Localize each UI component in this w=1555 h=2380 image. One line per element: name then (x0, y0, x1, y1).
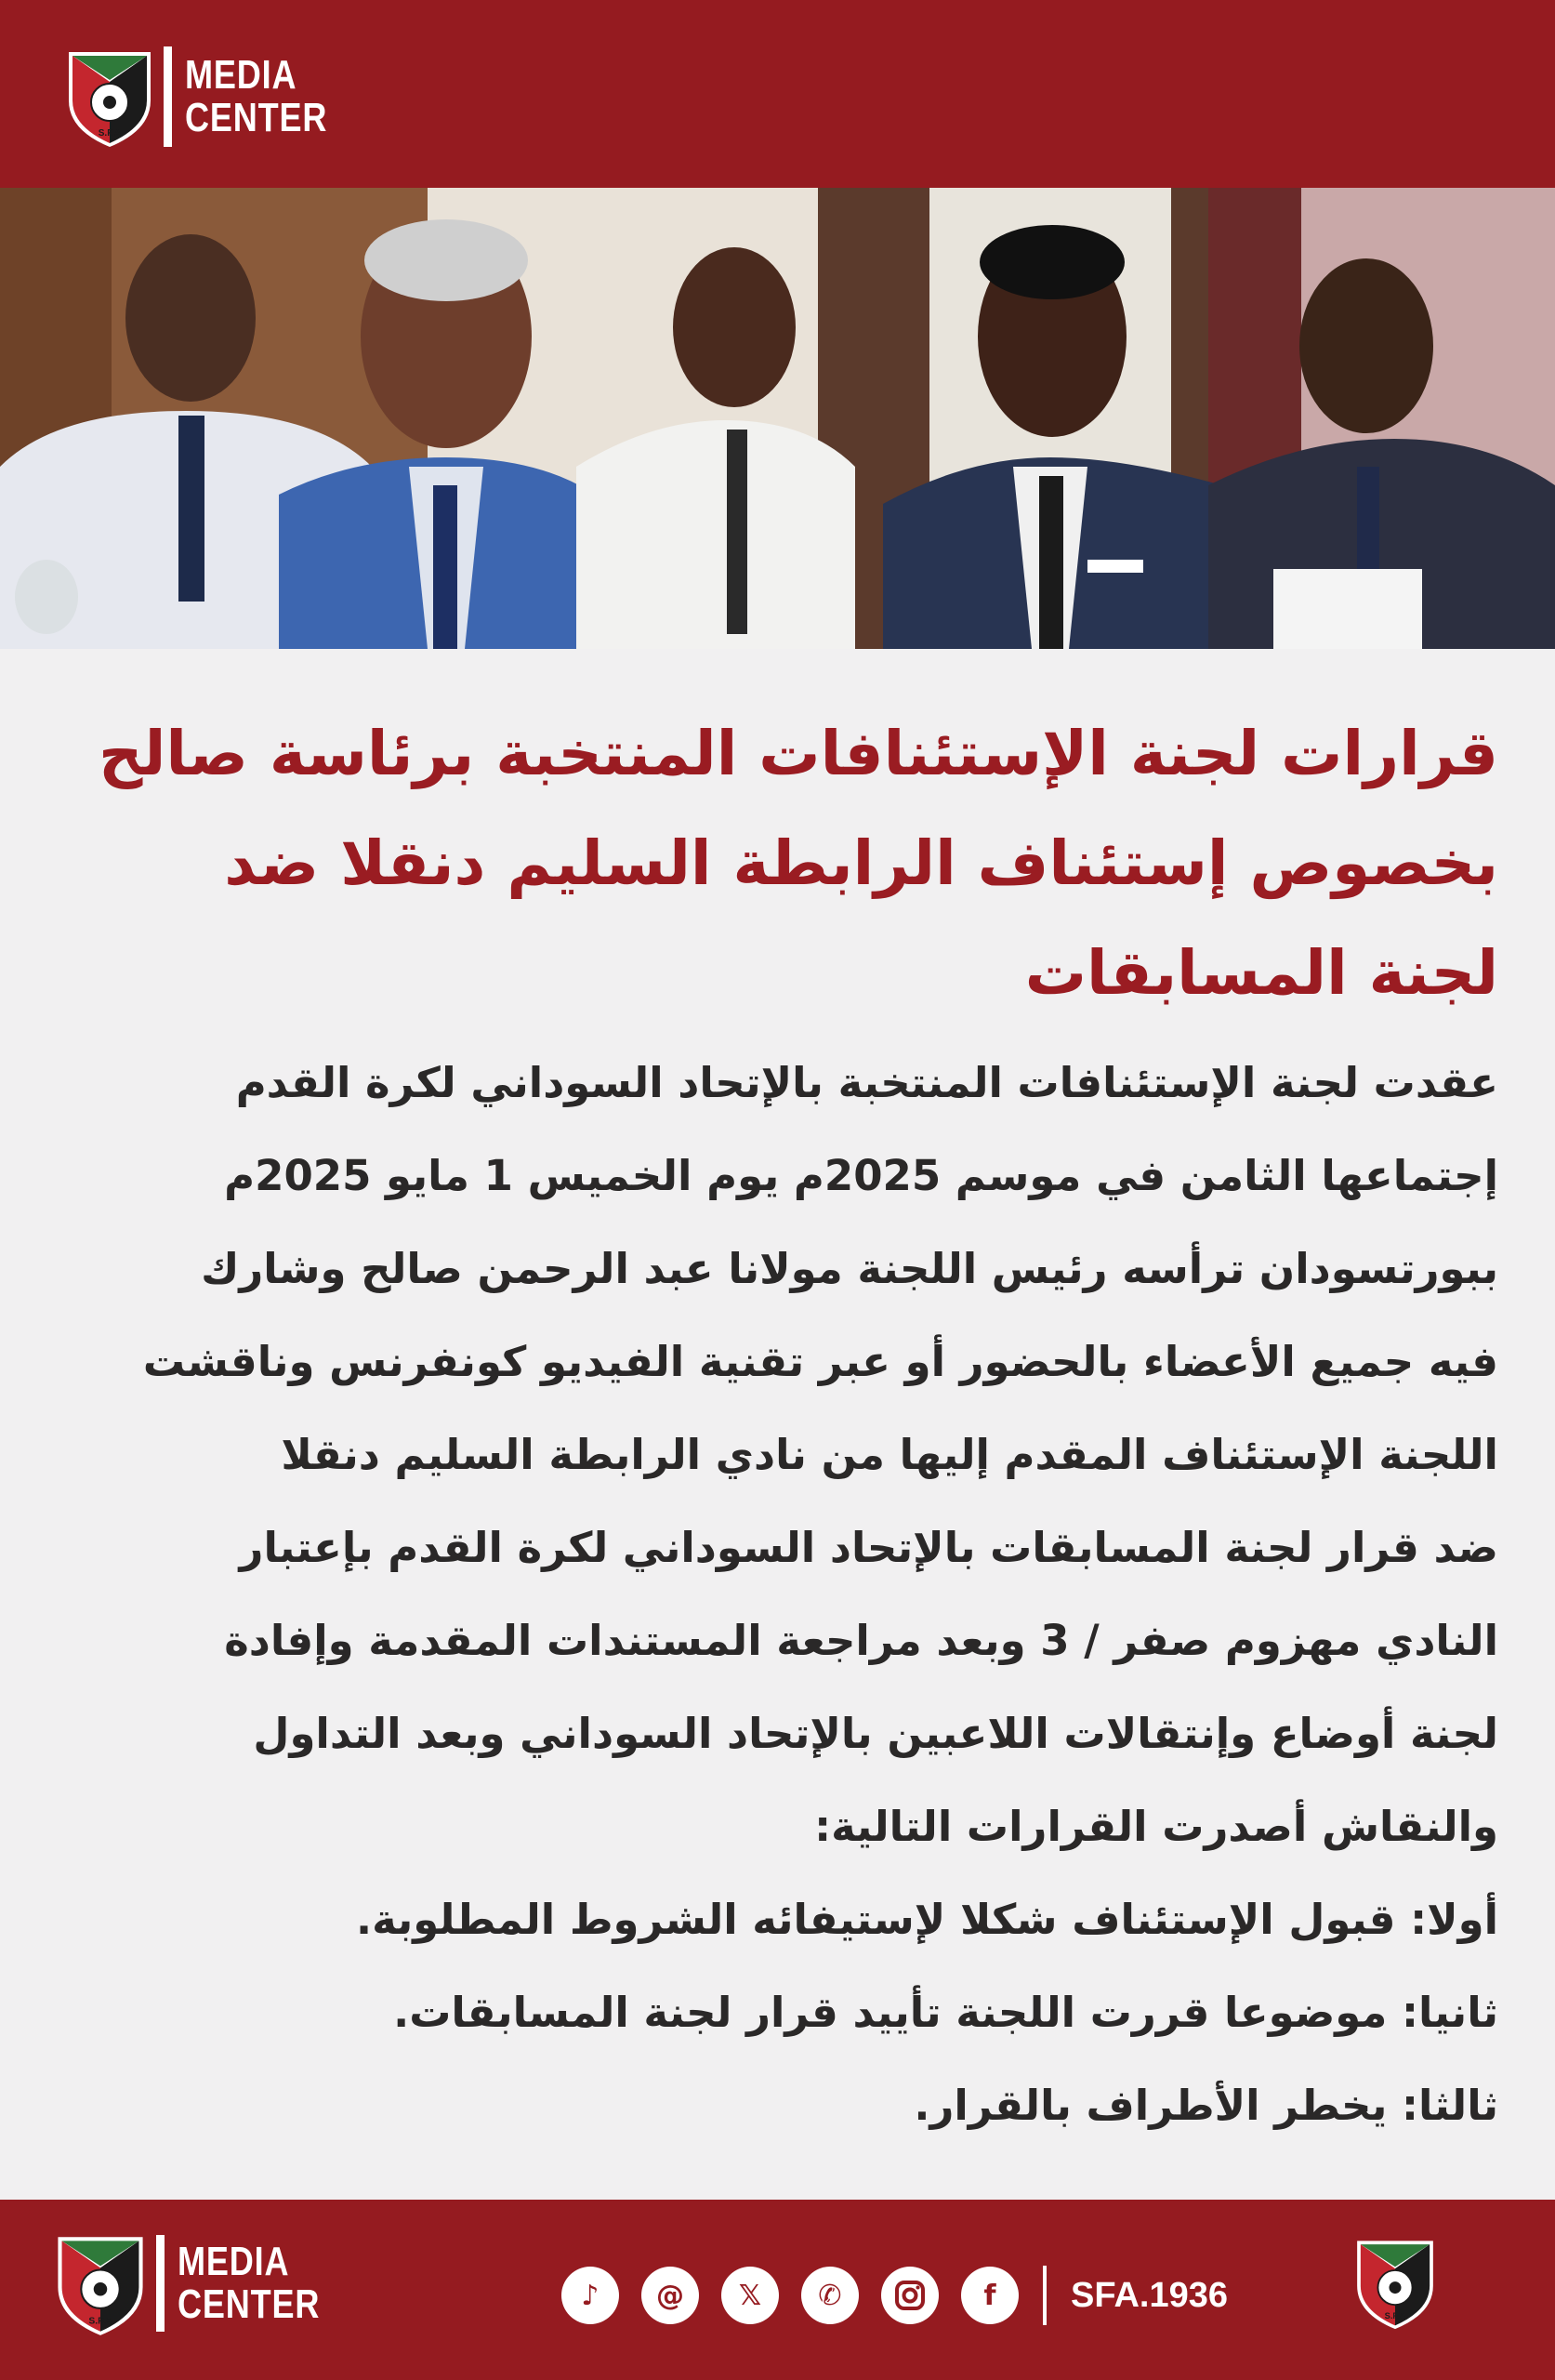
decision-item-1: أولا: قبول الإستئناف شكلا لإستيفائه الشروط المطلوبة. (355, 1895, 1498, 1944)
body-line: فيه جميع الأعضاء بالحضور أو عبر تقنية الفيديو كونفرنس وناقشت (142, 1337, 1498, 1386)
emblem-label: S.F.A (1384, 2311, 1406, 2320)
x-icon[interactable]: 𝕏 (721, 2267, 779, 2324)
media-center-logo (65, 45, 359, 149)
headline-line: قرارات لجنة الإستئنافات المنتخبة برئاسة صالح (99, 718, 1498, 789)
body-line: والنقاش أصدرت القرارات التالية: (814, 1802, 1498, 1851)
logo-text-line1: MEDIA (178, 2239, 290, 2284)
tiktok-icon[interactable]: ♪ (561, 2267, 619, 2324)
footer-media-center-logo (54, 2229, 351, 2337)
sfa-emblem-icon (1353, 2234, 1437, 2331)
threads-icon[interactable]: @ (641, 2267, 699, 2324)
logo-divider (156, 2235, 165, 2332)
officials-photo-collage (0, 188, 1555, 649)
logo-text-line1: MEDIA (185, 52, 297, 98)
body-line: ببورتسودان ترأسه رئيس اللجنة مولانا عبد الرحمن صالح وشارك (201, 1244, 1498, 1293)
header-bar (0, 0, 1555, 188)
decision-item-2: ثانيا: موضوعا قررت اللجنة تأييد قرار لجنة المسابقات. (393, 1988, 1498, 2037)
sfa-emblem-icon (54, 2229, 147, 2337)
logo-divider (164, 46, 172, 147)
body-line: ضد قرار لجنة المسابقات بالإتحاد السوداني لكرة القدم بإعتبار (239, 1523, 1498, 1572)
emblem-label: S.F.A (98, 128, 122, 139)
decision-item-3: ثالثا: يخطر الأطراف بالقرار. (914, 2081, 1498, 2130)
social-handle[interactable]: SFA.1936 (1071, 2275, 1228, 2315)
body-line: لجنة أوضاع وإنتقالات اللاعبين بالإتحاد السوداني وبعد التداول (253, 1709, 1498, 1758)
phone-icon[interactable]: ✆ (801, 2267, 859, 2324)
logo-text-line2: CENTER (185, 95, 328, 140)
instagram-icon[interactable] (881, 2267, 939, 2324)
body-line: اللجنة الإستئناف المقدم إليها من نادي الرابطة السليم دنقلا (281, 1430, 1498, 1479)
social-links (561, 2266, 1228, 2325)
body-line: عقدت لجنة الإستئنافات المنتخبة بالإتحاد السوداني لكرة القدم (235, 1058, 1498, 1107)
social-divider (1043, 2266, 1047, 2325)
body-line: إجتماعها الثامن في موسم 2025م يوم الخميس 1 مايو 2025م (224, 1151, 1498, 1200)
facebook-icon[interactable]: f (961, 2267, 1019, 2324)
headline-line: بخصوص إستئناف الرابطة السليم دنقلا ضد (224, 827, 1498, 899)
media-center-text (178, 2241, 320, 2326)
media-center-text (185, 54, 327, 139)
headline-line: لجنة المسابقات (1024, 937, 1498, 1009)
headline (93, 699, 1498, 1028)
article-body (93, 1037, 1498, 2152)
emblem-label: S.F.A (88, 2316, 112, 2327)
logo-text-line2: CENTER (178, 2281, 321, 2327)
body-line: النادي مهزوم صفر / 3 وبعد مراجعة المستندات المقدمة وإفادة (224, 1616, 1498, 1665)
sfa-emblem-icon (65, 45, 154, 149)
